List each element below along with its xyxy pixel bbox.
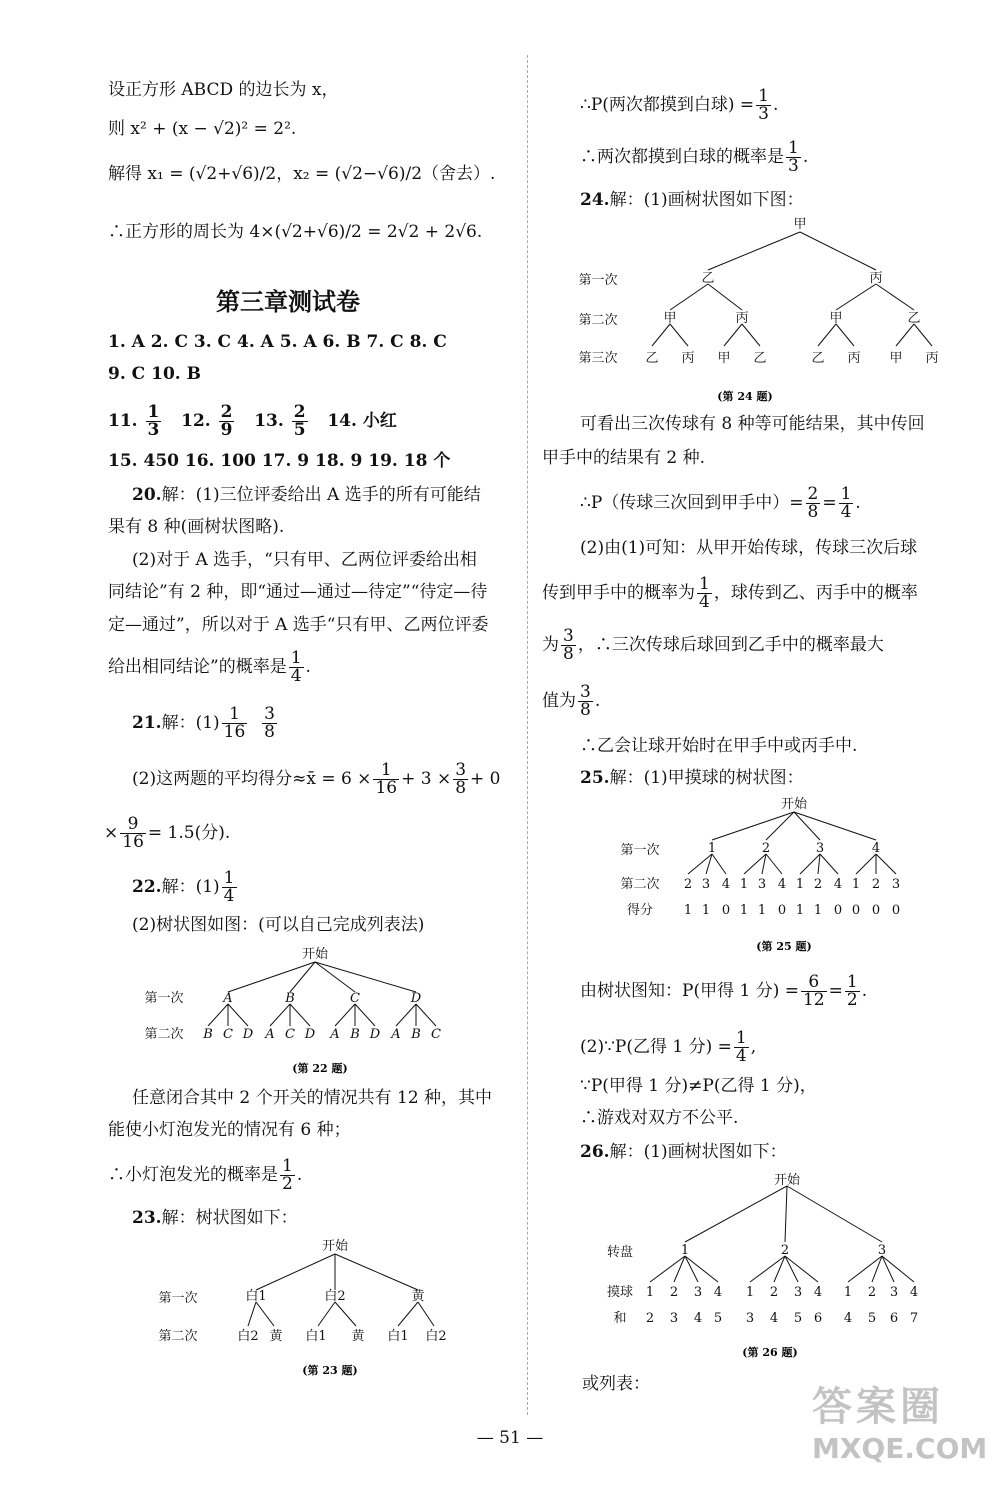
q24-l2-1-1: 乙 (907, 311, 921, 326)
page-number: — 51 — (476, 1428, 544, 1448)
q25-l1-1: 2 (761, 841, 771, 856)
q24-l1-1: 丙 (869, 271, 883, 286)
q22-l2-2-1: B (350, 1027, 360, 1042)
q26-l2-0-0: 1 (645, 1285, 655, 1300)
q21-fb-num: 3 (455, 760, 467, 780)
q24-f5-num: 3 (580, 682, 591, 702)
q22-l2-3-2: C (431, 1027, 441, 1042)
q26-root: 开始 (773, 1173, 801, 1188)
q25-s-2-2: 0 (833, 903, 843, 918)
q22-f1-num: 1 (223, 868, 235, 888)
r2-fraction (786, 140, 801, 175)
q24-line-6 (542, 576, 918, 611)
q25-row-1: 第一次 (620, 843, 660, 858)
q26-l2-1-0: 1 (745, 1285, 755, 1300)
q22-l1-2: C (350, 991, 360, 1006)
q23-label: 23. (132, 1208, 162, 1228)
q25-f2-num: 1 (846, 972, 858, 992)
q22-l2-0-0: B (203, 1027, 213, 1042)
answers-row-1: 1. A 2. C 3. C 4. A 5. A 6. B 7. C 8. C (108, 332, 447, 352)
q24-label: 24. (580, 190, 610, 210)
q24-text-8a: 值为 (542, 691, 576, 711)
q24-f4-den: 8 (563, 644, 574, 664)
q25-l2-1-1: 3 (757, 877, 767, 892)
column-divider (527, 55, 528, 1415)
q25-row-2: 第二次 (620, 877, 660, 892)
q22-fraction-2 (280, 1158, 295, 1193)
q22-f2-num: 1 (282, 1156, 293, 1176)
q25-fraction-3 (734, 1030, 749, 1065)
q24-l2-1-0: 甲 (829, 311, 843, 326)
q22-l1-1: B (285, 991, 295, 1006)
q22-row-1: 第一次 (144, 991, 184, 1006)
q24-tree-diagram (570, 214, 970, 410)
q24-l2-0-0: 甲 (663, 311, 677, 326)
q25-l2-2-0: 1 (795, 877, 805, 892)
q22-line-2: (2)树状图如图：(可以自己完成列表法) (132, 915, 425, 935)
q25-l2-0-1: 3 (701, 877, 711, 892)
q22-l2-1-2: D (304, 1027, 316, 1042)
q22-l1-3: D (410, 991, 422, 1006)
q26-s-1-0: 3 (745, 1311, 755, 1326)
q22-line-4: 能使小灯泡发光的情况有 6 种； (108, 1120, 351, 1140)
q22-line-3: 任意闭合其中 2 个开关的情况共有 12 种，其中 (132, 1088, 493, 1108)
q23-tree-diagram (150, 1232, 470, 1382)
q22-f2-den: 2 (282, 1174, 293, 1194)
q22-l2-1-0: A (265, 1027, 275, 1042)
q23-l1-2: 黄 (411, 1289, 425, 1304)
watermark-text-2: MXQE.COM (812, 1432, 988, 1465)
r1-den: 3 (758, 104, 769, 124)
r2-text: ∴两次都摸到白球的概率是 (580, 147, 784, 167)
chapter-title: 第三章测试卷 (216, 288, 360, 316)
q24-text-7a: 为 (542, 635, 559, 655)
q14-answer: 14. 小红 (327, 411, 397, 431)
q20-line-3: (2)对于 A 选手，“只有甲、乙两位评委给出相 (132, 550, 477, 570)
q25-line-2: 由树状图知：P(甲得 1 分) = $\frac{6}{12}$ = $\frac{1}{2}$ . (580, 972, 868, 1010)
q25-s-2-0: 1 (795, 903, 805, 918)
q26-l1-2: 3 (877, 1243, 887, 1258)
q24-caption: (第 24 题) (717, 390, 773, 403)
r-line-1: ∴P(两次都摸到白球) = $\frac{1}{3}$ . (580, 86, 779, 124)
q26-line-2: 或列表： (582, 1374, 650, 1394)
q11-den: 3 (147, 420, 160, 440)
q12-fraction (219, 404, 235, 439)
q22-l2-2-2: D (369, 1027, 381, 1042)
q11-label: 11. (108, 411, 138, 431)
q25-text-2: 由树状图知：P(甲得 1 分) = (580, 981, 799, 1001)
r1-num: 1 (758, 86, 769, 106)
q25-f3-den: 4 (735, 1046, 747, 1066)
q24-text-7b: ，∴三次传球后球回到乙手中的概率最大 (577, 635, 884, 655)
q24-f3-num: 1 (699, 574, 710, 594)
q23-l2-0-0: 白2 (237, 1329, 259, 1344)
q25-s-0-0: 1 (683, 903, 693, 918)
q21-f2-num: 3 (264, 704, 275, 724)
q12-label: 12. (181, 411, 211, 431)
q22-label: 22. (132, 877, 162, 897)
q25-row-3: 得分 (626, 903, 654, 918)
q22-text-1: 解：(1) (161, 877, 220, 897)
q24-l3-3-0: 甲 (889, 351, 903, 366)
q25-text-1: 解：(1)甲摸球的树状图： (609, 768, 804, 788)
q22-fraction-1 (222, 870, 237, 905)
q20-line-2: 果有 8 种(画树状图略). (108, 517, 285, 537)
q24-f2-den: 4 (840, 502, 852, 522)
answers-row-2: 9. C 10. B (108, 364, 201, 384)
q25-l2-2-2: 4 (833, 877, 843, 892)
q26-tree-diagram (600, 1170, 930, 1370)
q20-text-6: 给出相同结论”的概率是 (108, 657, 287, 677)
q23-l2-1-0: 白1 (305, 1329, 327, 1344)
q25-s-1-0: 1 (739, 903, 749, 918)
q24-line-3: 甲手中的结果有 2 种. (542, 448, 706, 468)
q26-row-1: 转盘 (606, 1245, 634, 1260)
answers-row-4: 15. 450 16. 100 17. 9 18. 9 19. 18 个 (108, 451, 451, 471)
q26-s-2-1: 5 (867, 1311, 877, 1326)
q25-l2-3-0: 1 (851, 877, 861, 892)
q26-l2-1-2: 3 (793, 1285, 803, 1300)
q21-f1-den: 16 (223, 722, 246, 742)
q21-f2-den: 8 (264, 722, 275, 742)
q26-l2-0-2: 3 (693, 1285, 703, 1300)
q20-line-1 (132, 483, 481, 507)
q25-f3-num: 1 (735, 1028, 747, 1048)
q24-l3-0-0: 乙 (645, 351, 659, 366)
q20-num: 1 (290, 648, 302, 668)
q25-tree-diagram (614, 794, 924, 960)
q21-line-3 (104, 816, 230, 851)
q22-l2-0-1: C (223, 1027, 233, 1042)
q24-line-2: 可看出三次传球有 8 种等可能结果，其中传回 (580, 414, 925, 434)
q26-s-0-0: 2 (645, 1311, 655, 1326)
q26-s-2-2: 6 (889, 1311, 899, 1326)
q22-l2-1-1: C (285, 1027, 295, 1042)
q25-l2-3-1: 2 (871, 877, 881, 892)
q25-fraction-2 (845, 974, 860, 1009)
q25-s-0-1: 1 (701, 903, 711, 918)
q20-label: 20. (132, 485, 162, 505)
q21-text-3a: × (104, 823, 119, 843)
q21-fraction-2 (262, 706, 277, 741)
q25-s-1-2: 0 (777, 903, 787, 918)
q25-text-3: (2)∵P(乙得 1 分) = (580, 1037, 732, 1057)
q26-row-2: 摸球 (606, 1285, 634, 1300)
q20-line-6: 给出相同结论”的概率是 $\frac{1}{4}$ . (108, 648, 311, 686)
q21-fraction-1 (222, 706, 248, 741)
q24-f1-den: 8 (807, 502, 819, 522)
q24-row-2: 第二次 (578, 313, 618, 328)
q25-root: 开始 (780, 797, 808, 812)
q24-text-1: 解：(1)画树状图如下图： (609, 190, 804, 210)
q24-text-4: ∴P（传球三次回到甲手中）= (580, 493, 804, 513)
q24-line-4: ∴P（传球三次回到甲手中）= $\frac{2}{8}$ = $\frac{1}{4}$ . (580, 484, 861, 522)
q21-fa-den: 16 (375, 778, 398, 798)
q26-l2-0-1: 2 (669, 1285, 679, 1300)
q25-f1-den: 12 (802, 990, 825, 1010)
r-line-2: ∴两次都摸到白球的概率是 $\frac{1}{3}$ . (580, 138, 809, 176)
q24-line-8: 值为 $\frac{3}{8}$ . (542, 682, 601, 720)
q20-fraction (289, 650, 304, 685)
q22-text-5: ∴小灯泡发光的概率是 (108, 1165, 278, 1185)
q13-num: 2 (293, 402, 306, 422)
q24-l3-0-1: 丙 (681, 351, 695, 366)
q25-l2-1-2: 4 (777, 877, 787, 892)
q25-s-1-1: 1 (757, 903, 767, 918)
q24-line-7 (542, 628, 884, 663)
intro-line-3: 解得 x₁ = (√2+√6)/2，x₂ = (√2−√6)/2（舍去）. (108, 164, 496, 184)
q23-l2-0-1: 黄 (269, 1329, 283, 1344)
q26-l2-2-0: 1 (843, 1285, 853, 1300)
q23-l2-2-1: 白2 (425, 1329, 447, 1344)
q11-num: 1 (147, 402, 160, 422)
q26-s-1-1: 4 (769, 1311, 779, 1326)
q23-line-1 (132, 1206, 298, 1230)
q25-f1-num: 6 (801, 974, 827, 992)
q26-s-2-0: 4 (843, 1311, 853, 1326)
q21-f1-num: 1 (222, 706, 248, 724)
q22-l2-3-1: B (411, 1027, 421, 1042)
q24-l1-0: 乙 (701, 271, 715, 286)
q22-line-1 (132, 870, 239, 905)
q24-fraction-3 (697, 576, 712, 611)
q22-f1-den: 4 (223, 886, 235, 906)
q21-f3-num: 9 (120, 816, 146, 834)
q24-f5-den: 8 (580, 700, 591, 720)
q22-l1-0: A (223, 991, 233, 1006)
q20-line-5: 定—通过”，所以对于 A 选手“只有甲、乙两位评委 (108, 615, 489, 635)
q21-fa-num: 1 (373, 762, 399, 780)
q26-s-1-3: 6 (813, 1311, 823, 1326)
q22-l2-0-2: D (242, 1027, 254, 1042)
q23-row-1: 第一次 (158, 1291, 198, 1306)
q21-fb-den: 8 (455, 778, 467, 798)
q25-line-1 (580, 766, 804, 790)
q24-fraction-2 (839, 486, 854, 521)
answers-row-3 (108, 404, 397, 439)
q23-row-2: 第二次 (158, 1329, 198, 1344)
q21-text-2: (2)这两题的平均得分≈x̄ = 6 × (132, 769, 372, 789)
q21-text-1: 解：(1) (161, 713, 220, 733)
q26-l2-0-3: 4 (713, 1285, 723, 1300)
q24-l3-2-1: 丙 (847, 351, 861, 366)
q20-line-4: 同结论”有 2 种，即“通过—通过—待定”“待定—待 (108, 582, 488, 602)
q25-f2-den: 2 (846, 990, 858, 1010)
q24-f3-den: 4 (699, 592, 710, 612)
q22-l2-3-0: A (391, 1027, 401, 1042)
q21-f3-den: 16 (122, 832, 144, 852)
r1-fraction (756, 88, 771, 123)
q24-l3-1-1: 乙 (753, 351, 767, 366)
q24-l3-3-1: 丙 (925, 351, 939, 366)
intro-line-4: ∴正方形的周长为 4×(√2+√6)/2 = 2√2 + 2√6. (108, 222, 483, 242)
q23-text-1: 解：树状图如下： (161, 1208, 298, 1228)
q26-s-1-2: 5 (793, 1311, 803, 1326)
q26-l2-2-1: 2 (867, 1285, 877, 1300)
q25-line-4: ∵P(甲得 1 分)≠P(乙得 1 分)， (580, 1076, 817, 1096)
q24-line-1 (580, 188, 804, 212)
q25-s-3-0: 0 (851, 903, 861, 918)
q26-l2-2-3: 4 (909, 1285, 919, 1300)
q25-l2-3-2: 3 (891, 877, 901, 892)
watermark-logo (812, 1375, 992, 1485)
q11-fraction (146, 404, 162, 439)
q25-l1-3: 4 (871, 841, 881, 856)
q25-s-3-2: 0 (891, 903, 901, 918)
q26-l2-2-2: 3 (889, 1285, 899, 1300)
q24-row-1: 第一次 (578, 273, 618, 288)
q24-text-6a: 传到甲手中的概率为 (542, 583, 695, 603)
q25-s-3-1: 0 (871, 903, 881, 918)
q20-den: 4 (290, 666, 302, 686)
r2-den: 3 (788, 156, 799, 176)
q24-line-5: (2)由(1)可知：从甲开始传球，传球三次后球 (580, 538, 918, 558)
q22-row-2: 第二次 (144, 1027, 184, 1042)
q21-text-2c: + 0 (470, 769, 501, 789)
q23-l1-1: 白2 (324, 1289, 346, 1304)
q26-l2-1-1: 2 (769, 1285, 779, 1300)
q26-row-3: 和 (613, 1311, 627, 1326)
q25-l2-1-0: 1 (739, 877, 749, 892)
q26-label: 26. (580, 1142, 610, 1162)
q25-l2-2-1: 2 (813, 877, 823, 892)
q24-l3-2-0: 乙 (811, 351, 825, 366)
q25-l2-0-2: 4 (721, 877, 731, 892)
q24-root: 甲 (793, 217, 807, 232)
q25-l2-0-0: 2 (683, 877, 693, 892)
q25-l1-2: 3 (815, 841, 825, 856)
q22-l2-2-0: A (330, 1027, 340, 1042)
r1-text: ∴P(两次都摸到白球) = (580, 95, 755, 115)
q23-l2-1-1: 黄 (351, 1329, 365, 1344)
q21-text-2b: + 3 × (401, 769, 452, 789)
q20-text-1: 解：(1)三位评委给出 A 选手的所有可能结 (161, 485, 481, 505)
q21-fraction-3 (120, 816, 146, 851)
q24-f2-num: 1 (840, 484, 852, 504)
q21-text-3b: = 1.5(分). (147, 823, 231, 843)
q21-fraction-a (373, 762, 399, 797)
q24-l3-1-0: 甲 (717, 351, 731, 366)
q24-f1-num: 2 (807, 484, 819, 504)
q21-label: 21. (132, 713, 162, 733)
q23-caption: (第 23 题) (302, 1364, 358, 1377)
q22-line-5: ∴小灯泡发光的概率是 $\frac{1}{2}$ . (108, 1156, 303, 1194)
q26-line-1 (580, 1140, 787, 1164)
q26-s-2-3: 7 (909, 1311, 919, 1326)
q13-den: 5 (293, 420, 306, 440)
q23-l1-0: 白1 (245, 1289, 267, 1304)
q26-s-0-3: 5 (713, 1311, 723, 1326)
intro-line-1: 设正方形 ABCD 的边长为 x， (108, 80, 339, 100)
q25-s-0-2: 0 (721, 903, 731, 918)
q26-l1-1: 2 (780, 1243, 790, 1258)
q23-l2-2-0: 白1 (387, 1329, 409, 1344)
q26-s-0-2: 4 (693, 1311, 703, 1326)
watermark-text-1: 答案圈 (812, 1384, 944, 1430)
q26-l2-1-3: 4 (813, 1285, 823, 1300)
q22-caption: (第 22 题) (292, 1062, 348, 1075)
q22-tree-diagram (140, 942, 460, 1082)
q25-label: 25. (580, 768, 610, 788)
q25-l1-0: 1 (707, 841, 717, 856)
r2-num: 1 (788, 138, 799, 158)
q13-fraction (292, 404, 308, 439)
q26-s-0-1: 3 (669, 1311, 679, 1326)
q25-line-5: ∴游戏对双方不公平. (580, 1108, 739, 1128)
q25-caption: (第 25 题) (756, 940, 812, 953)
q26-text-1: 解：(1)画树状图如下： (609, 1142, 787, 1162)
q24-l2-0-1: 丙 (735, 311, 749, 326)
q13-label: 13. (254, 411, 284, 431)
q26-l1-0: 1 (680, 1243, 690, 1258)
q24-fraction-4 (561, 628, 576, 663)
q25-fraction-1 (801, 974, 827, 1009)
q24-line-9: ∴乙会让球开始时在甲手中或丙手中. (580, 736, 858, 756)
q23-root: 开始 (321, 1239, 349, 1254)
q21-fraction-b (453, 762, 468, 797)
q12-num: 2 (220, 402, 233, 422)
q24-row-3: 第三次 (578, 351, 618, 366)
intro-line-2: 则 x² + (x − √2)² = 2². (108, 119, 297, 139)
q21-line-1 (132, 706, 279, 741)
q22-root: 开始 (301, 947, 329, 962)
q21-line-2 (132, 762, 501, 797)
q24-fraction-5 (578, 684, 593, 719)
q24-text-6b: ，球传到乙、丙手中的概率 (713, 583, 918, 603)
q24-f4-num: 3 (563, 626, 574, 646)
q26-caption: (第 26 题) (742, 1346, 798, 1359)
q24-fraction-1 (806, 486, 821, 521)
q25-line-3: (2)∵P(乙得 1 分) = $\frac{1}{4}$ , (580, 1028, 757, 1066)
q12-den: 9 (220, 420, 233, 440)
q25-s-2-1: 1 (813, 903, 823, 918)
